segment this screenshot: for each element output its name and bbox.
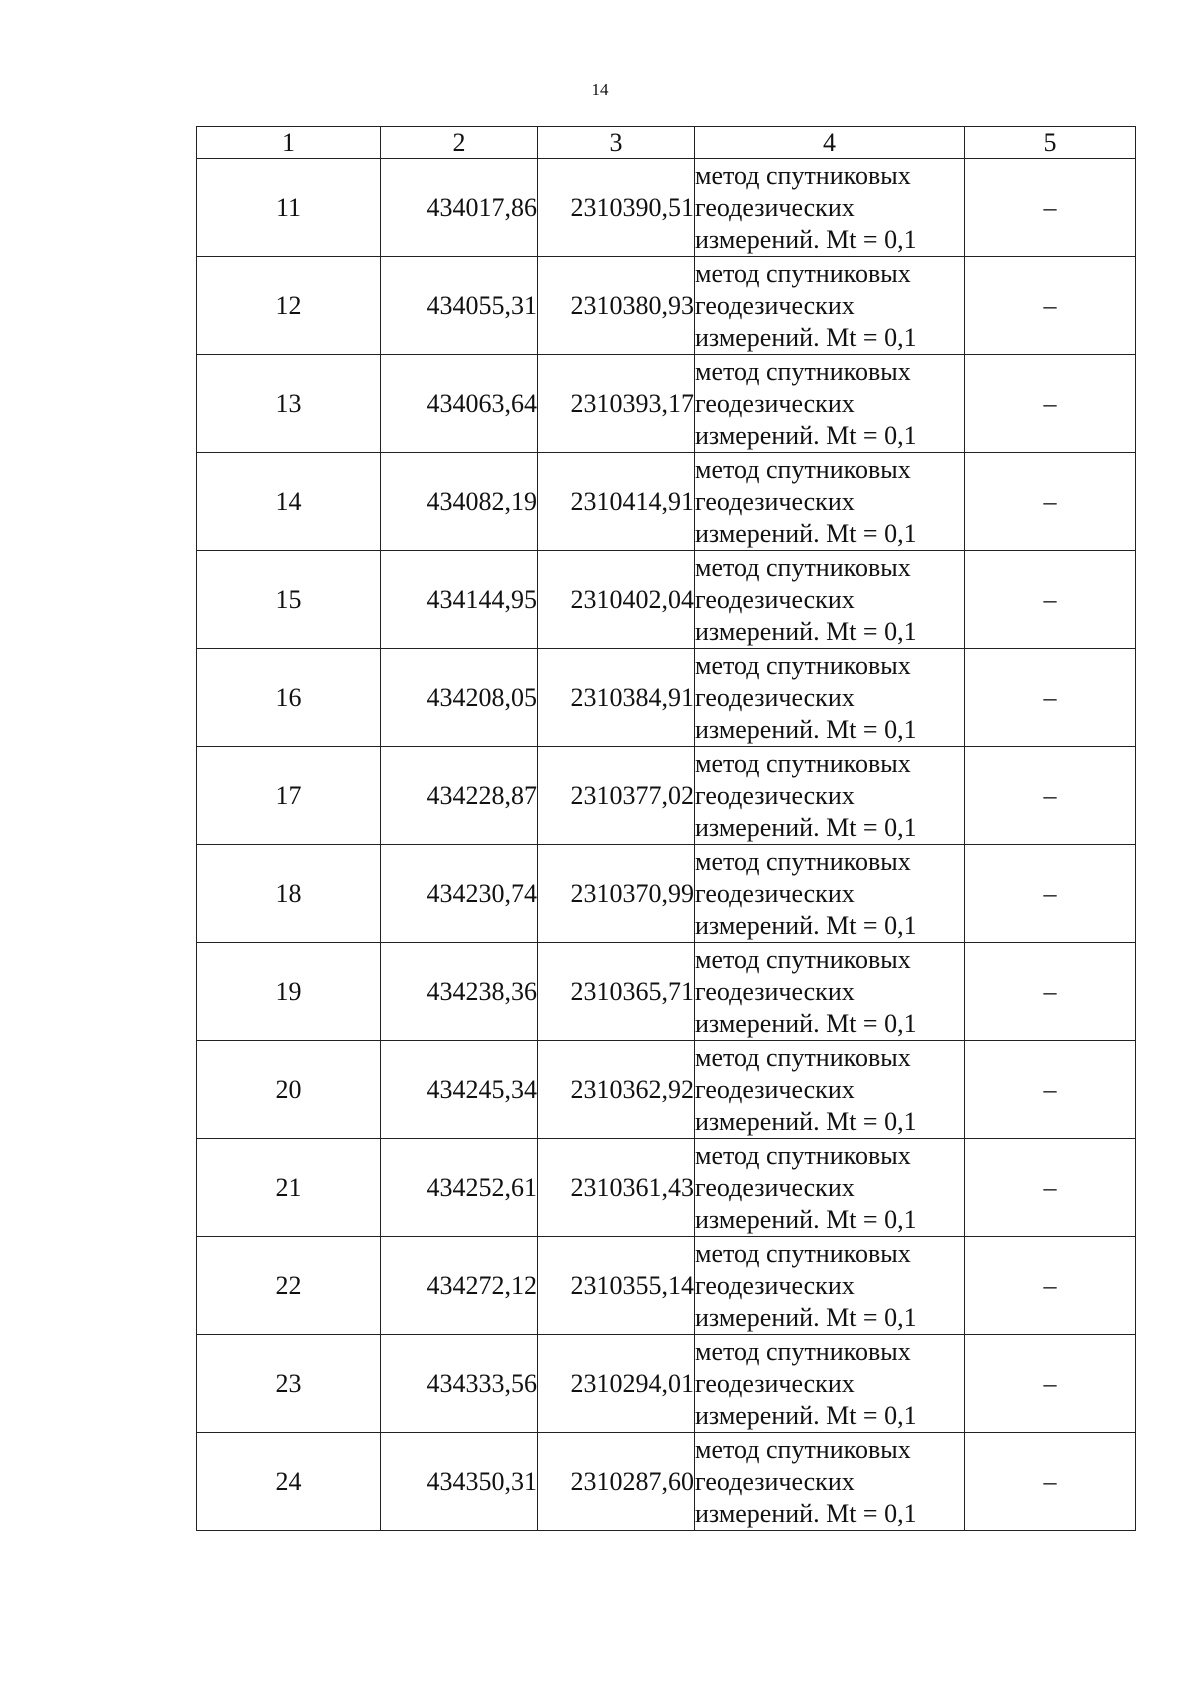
coordinate-x: 434272,12 [381,1237,538,1335]
column-5-value: – [965,1237,1136,1335]
method-line-2: геодезических [695,1270,855,1300]
method-description [695,649,965,747]
point-number: 18 [197,845,381,943]
method-line-1: метод спутниковых [695,160,911,190]
method-line-1: метод спутниковых [695,944,911,974]
method-line-1: метод спутниковых [695,1434,911,1464]
table-row [197,943,1136,1041]
coordinate-x: 434245,34 [381,1041,538,1139]
coordinate-x: 434063,64 [381,355,538,453]
coordinate-x: 434238,36 [381,943,538,1041]
method-line-1: метод спутниковых [695,1140,911,1170]
method-line-1: метод спутниковых [695,1238,911,1268]
method-description [695,1433,965,1531]
column-5-value: – [965,159,1136,257]
table-row [197,1237,1136,1335]
coordinate-y: 2310380,93 [538,257,695,355]
coordinate-x: 434082,19 [381,453,538,551]
method-line-1: метод спутниковых [695,454,911,484]
point-number: 20 [197,1041,381,1139]
column-5-value: – [965,551,1136,649]
method-line-3: измерений. Mt = 0,1 [695,1302,917,1332]
method-line-3: измерений. Mt = 0,1 [695,616,917,646]
column-5-value: – [965,845,1136,943]
point-number: 13 [197,355,381,453]
method-description [695,257,965,355]
method-description [695,159,965,257]
method-line-2: геодезических [695,584,855,614]
table-row [197,747,1136,845]
header-cell-4: 4 [695,127,965,159]
table-row [197,551,1136,649]
coordinate-y: 2310370,99 [538,845,695,943]
method-line-3: измерений. Mt = 0,1 [695,322,917,352]
method-line-1: метод спутниковых [695,748,911,778]
method-line-2: геодезических [695,388,855,418]
method-description [695,1041,965,1139]
coordinate-y: 2310355,14 [538,1237,695,1335]
method-description [695,551,965,649]
coordinate-y: 2310384,91 [538,649,695,747]
coordinate-x: 434055,31 [381,257,538,355]
method-description [695,1139,965,1237]
method-line-1: метод спутниковых [695,650,911,680]
method-description [695,943,965,1041]
table-row [197,1433,1136,1531]
point-number: 21 [197,1139,381,1237]
coordinate-y: 2310402,04 [538,551,695,649]
coordinate-y: 2310390,51 [538,159,695,257]
column-5-value: – [965,355,1136,453]
column-5-value: – [965,747,1136,845]
point-number: 14 [197,453,381,551]
method-line-3: измерений. Mt = 0,1 [695,518,917,548]
method-line-3: измерений. Mt = 0,1 [695,1498,917,1528]
method-line-2: геодезических [695,192,855,222]
point-number: 15 [197,551,381,649]
method-line-1: метод спутниковых [695,258,911,288]
coordinate-x: 434333,56 [381,1335,538,1433]
method-line-3: измерений. Mt = 0,1 [695,420,917,450]
method-line-3: измерений. Mt = 0,1 [695,1204,917,1234]
method-description [695,1237,965,1335]
method-line-3: измерений. Mt = 0,1 [695,812,917,842]
point-number: 24 [197,1433,381,1531]
method-line-3: измерений. Mt = 0,1 [695,1106,917,1136]
table-body [197,159,1136,1531]
point-number: 19 [197,943,381,1041]
point-number: 11 [197,159,381,257]
point-number: 17 [197,747,381,845]
method-line-3: измерений. Mt = 0,1 [695,714,917,744]
header-cell-5: 5 [965,127,1136,159]
method-line-2: геодезических [695,1368,855,1398]
method-line-3: измерений. Mt = 0,1 [695,224,917,254]
method-description [695,845,965,943]
method-description [695,355,965,453]
method-line-2: геодезических [695,1074,855,1104]
point-number: 12 [197,257,381,355]
method-line-2: геодезических [695,976,855,1006]
table-row [197,845,1136,943]
coordinate-x: 434230,74 [381,845,538,943]
method-line-3: измерений. Mt = 0,1 [695,1008,917,1038]
coordinate-y: 2310294,01 [538,1335,695,1433]
method-line-1: метод спутниковых [695,1336,911,1366]
method-line-2: геодезических [695,486,855,516]
method-description [695,453,965,551]
method-line-2: геодезических [695,878,855,908]
method-line-3: измерений. Mt = 0,1 [695,1400,917,1430]
coordinate-x: 434228,87 [381,747,538,845]
table-row [197,1041,1136,1139]
method-line-1: метод спутниковых [695,846,911,876]
column-5-value: – [965,453,1136,551]
table-row [197,1335,1136,1433]
coordinate-y: 2310287,60 [538,1433,695,1531]
point-number: 16 [197,649,381,747]
table-row [197,257,1136,355]
table-row [197,355,1136,453]
method-line-3: измерений. Mt = 0,1 [695,910,917,940]
method-description [695,1335,965,1433]
method-line-1: метод спутниковых [695,552,911,582]
coordinate-x: 434144,95 [381,551,538,649]
table-row [197,1139,1136,1237]
table-row [197,159,1136,257]
point-number: 23 [197,1335,381,1433]
coordinate-y: 2310361,43 [538,1139,695,1237]
coordinate-y: 2310414,91 [538,453,695,551]
header-row [197,127,1136,159]
method-line-2: геодезических [695,290,855,320]
header-cell-2: 2 [381,127,538,159]
coordinate-x: 434252,61 [381,1139,538,1237]
coordinate-y: 2310377,02 [538,747,695,845]
method-line-2: геодезических [695,682,855,712]
coordinate-y: 2310393,17 [538,355,695,453]
table-row [197,649,1136,747]
column-5-value: – [965,943,1136,1041]
column-5-value: – [965,1433,1136,1531]
method-description [695,747,965,845]
coordinate-x: 434208,05 [381,649,538,747]
coordinate-y: 2310365,71 [538,943,695,1041]
method-line-2: геодезических [695,780,855,810]
coordinate-x: 434350,31 [381,1433,538,1531]
table-row [197,453,1136,551]
header-cell-3: 3 [538,127,695,159]
page-number: 14 [591,80,609,99]
header-cell-1: 1 [197,127,381,159]
method-line-1: метод спутниковых [695,356,911,386]
column-5-value: – [965,257,1136,355]
column-5-value: – [965,1139,1136,1237]
table-header [197,127,1136,159]
method-line-1: метод спутниковых [695,1042,911,1072]
column-5-value: – [965,1041,1136,1139]
coordinate-y: 2310362,92 [538,1041,695,1139]
column-5-value: – [965,1335,1136,1433]
column-5-value: – [965,649,1136,747]
coordinates-table [196,126,1136,1531]
method-line-2: геодезических [695,1466,855,1496]
coordinate-x: 434017,86 [381,159,538,257]
point-number: 22 [197,1237,381,1335]
method-line-2: геодезических [695,1172,855,1202]
